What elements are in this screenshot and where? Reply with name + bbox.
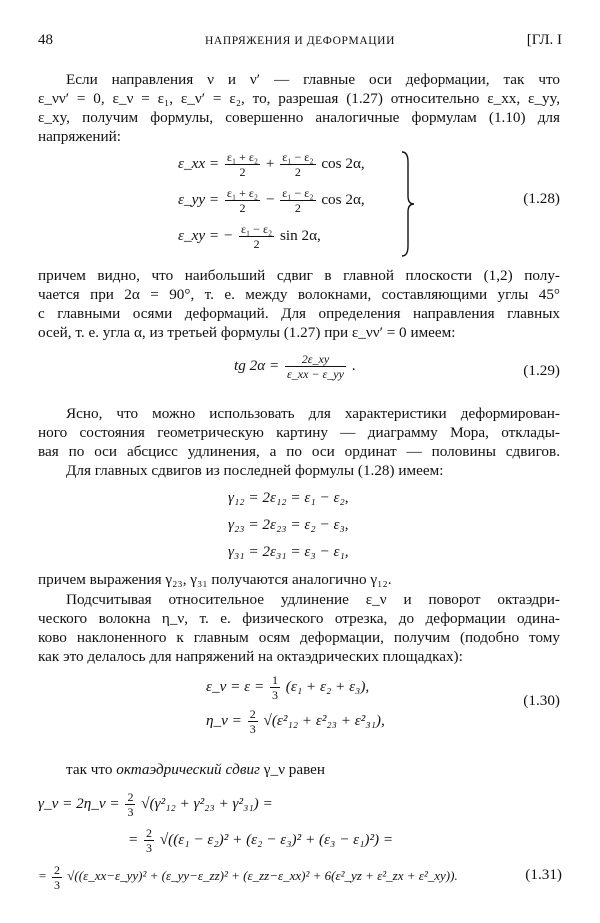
equation-line: = $\frac{2}{3}$ √((ε₁ − ε₂)² + (ε₂ − ε₃)² + (ε₃ − ε₁)²) = (128, 826, 394, 856)
text-line: как это делалось для напряжений на октаэдрических площадках): (38, 648, 463, 665)
equation-line: ε_ν = ε = $\frac{1}{3}$ (ε₁ + ε₂ + ε₃), (206, 673, 370, 703)
equation-1-29: tg 2α = $\frac{2\varepsilon\_xy}{\varepsilon\_xx - \varepsilon\_yy}$ . (234, 352, 356, 381)
equation-line: γ₃₁ = 2ε₃₁ = ε₃ − ε₁, (228, 543, 349, 560)
paragraph-octahedral-shear (38, 760, 560, 779)
equation-number: (1.29) (523, 362, 560, 379)
equation-line: ε_xx = $\frac{\text{ε₁ + ε₂}}{2}$ + $\frac{\text{ε₁ − ε₂}}{2}$ cos 2α, (178, 150, 365, 180)
equation-number: (1.28) (523, 190, 560, 207)
right-brace (400, 150, 416, 258)
text-line: Если направления ν и ν′ — главные оси деформации, так что (66, 71, 560, 88)
text-line: напряжений: (38, 128, 122, 145)
text-line: вая по оси абсцисс удлинения, а по оси ординат — половины сдвигов. (38, 443, 560, 460)
text-line: Для главных сдвигов из последней формулы (1.28) имеем: (66, 462, 444, 479)
text-line: Подсчитывая относительное удлинение ε_ν и поворот октаэдри- (66, 591, 560, 608)
text-line: ε_νν′ = 0, ε_ν = ε₁, ε_ν′ = ε₂, то, разрешая (1.27) относительно ε_xx, ε_yy, (38, 90, 560, 107)
emphasis-term: октаэдрический сдвиг (116, 761, 260, 778)
text-line: Ясно, что можно использовать для характеристики деформирован- (66, 405, 560, 422)
page-number: 48 (38, 32, 53, 48)
chapter-label: [ГЛ. I (526, 32, 562, 48)
page-header (38, 32, 562, 54)
text-line: ково наклоненного к главным осям деформации, получим (подобно тому (38, 629, 560, 646)
paragraph-mohr (38, 404, 560, 480)
text-line: ческого волокна η_ν, т. е. физического отрезка, до деформации одина- (38, 610, 560, 627)
equation-line: ε_xy = − $\frac{\text{ε₁ − ε₂}}{2}$ sin 2α, (178, 222, 321, 252)
text-line: причем видно, что наибольший сдвиг в главной плоскости (1,2) полу- (38, 267, 560, 284)
equation-line: γ₁₂ = 2ε₁₂ = ε₁ − ε₂, (228, 489, 349, 506)
equation-number: (1.31) (525, 866, 562, 883)
equation-line: γ₂₃ = 2ε₂₃ = ε₂ − ε₃, (228, 516, 349, 533)
equation-number: (1.30) (523, 692, 560, 709)
equation-1-28 (178, 150, 365, 250)
paragraph-analogous (38, 570, 560, 589)
equation-line: = $\frac{2}{3}$ √((ε_xx−ε_yy)² + (ε_yy−ε_zz)² + (ε_zz−ε_xx)² + 6(ε²_yz + ε²_zx + ε²_xy)). (38, 862, 458, 892)
text-line: осей, т. е. угла α, из третьей формулы (1.27) при ε_νν′ = 0 имеем: (38, 324, 456, 341)
equation-line: γ_ν = 2η_ν = $\frac{2}{3}$ √(γ²₁₂ + γ²₂₃ + γ²₃₁) = (38, 790, 273, 820)
equation-line: ε_yy = $\frac{\text{ε₁ + ε₂}}{2}$ − $\frac{\text{ε₁ − ε₂}}{2}$ cos 2α, (178, 186, 365, 216)
principal-shears (228, 484, 349, 565)
text-line: причем выражения γ₂₃, γ₃₁ получаются аналогично γ₁₂. (38, 571, 392, 588)
text-line: так что октаэдрический сдвиг γ_ν равен (66, 761, 326, 778)
equation-1-30 (206, 670, 385, 738)
paragraph-max-shear (38, 266, 560, 342)
running-title: НАПРЯЖЕНИЯ И ДЕФОРМАЦИИ (205, 35, 395, 47)
equation-line: η_ν = $\frac{2}{3}$ √(ε²₁₂ + ε²₂₃ + ε²₃₁), (206, 707, 385, 737)
text-line: ного состояния геометрическую картину — диаграмму Мора, отклады- (38, 424, 560, 441)
text-line: с главными осями деформаций. Для определения направления главных (38, 305, 560, 322)
equation-1-31 (38, 786, 458, 894)
paragraph-principal-axes (38, 70, 560, 146)
text-line: ε_xy, получим формулы, совершенно аналогичные формулам (1.10) для (38, 109, 560, 126)
text-line: чается при 2α = 90°, т. е. между волокнами, составляющими углы 45° (38, 286, 560, 303)
paragraph-octahedral (38, 590, 560, 666)
